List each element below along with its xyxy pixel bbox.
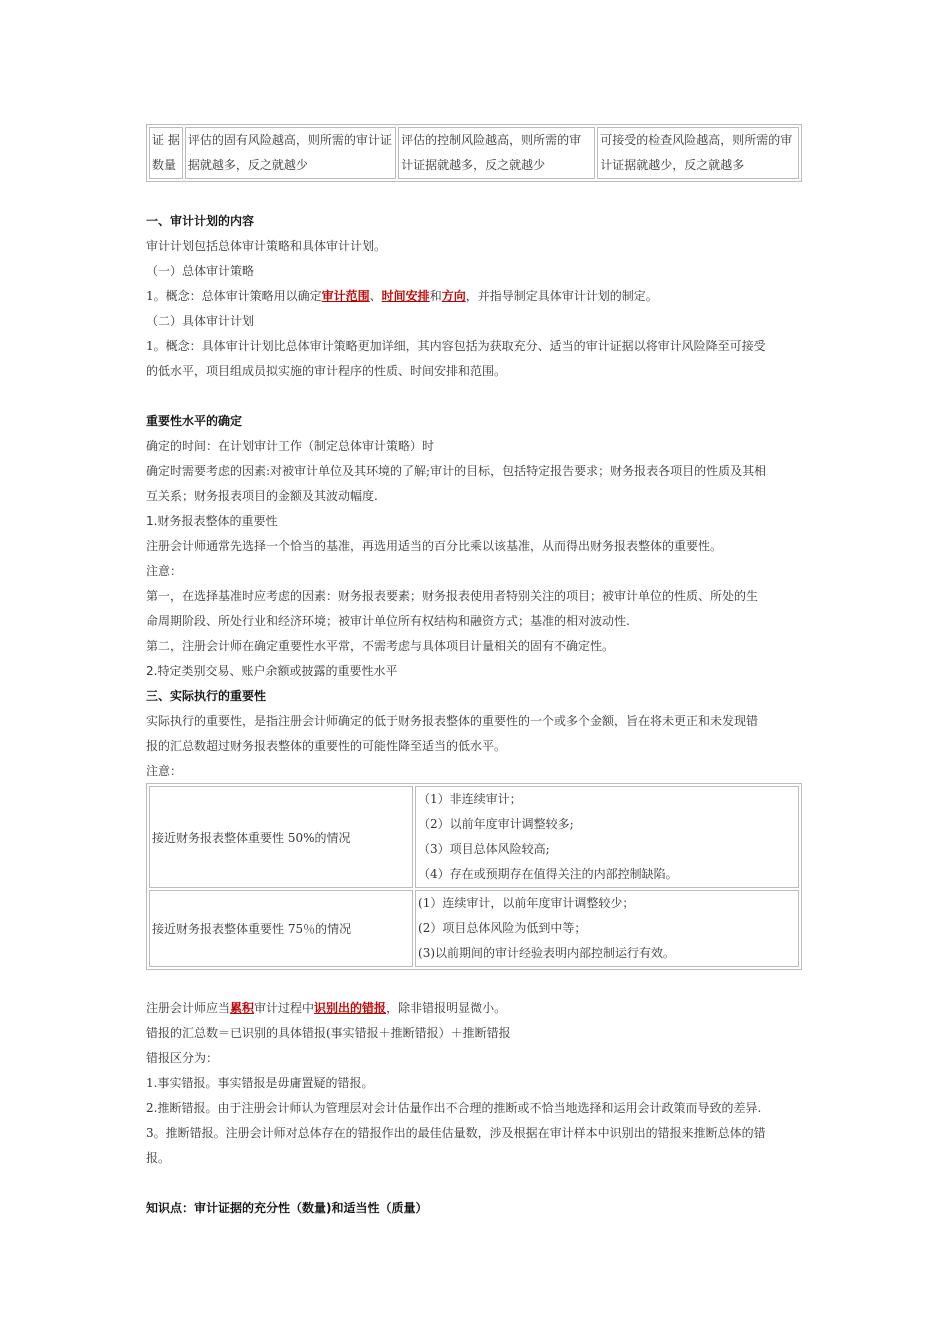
list-item: (3)以前期间的审计经验表明内部控制运行有效。 (418, 946, 676, 960)
paragraph: 确定的时间：在计划审计工作（制定总体审计策略）时 (146, 439, 435, 453)
text: 和 (429, 289, 442, 303)
highlight: 累积 (230, 1001, 255, 1015)
list-item: 1.事实错报。事实错报是毋庸置疑的错报。 (146, 1076, 374, 1090)
subheading: （一）总体审计策略 (146, 264, 255, 278)
cell-line: 评估的固有风险越高，则所需的审计证 (187, 133, 392, 147)
section-heading: 一、审计计划的内容 (146, 214, 255, 228)
table-row (149, 890, 799, 967)
table-cell (149, 890, 413, 967)
list-item: （2）以前年度审计调整较多; (418, 817, 574, 831)
paragraph (146, 289, 658, 303)
list-item: (2）项目总体风险为低到中等； (418, 921, 587, 935)
table-cell (398, 127, 595, 179)
row-label: 接近财务报表整体重要性 50%的情况 (152, 830, 351, 845)
table-cell (415, 890, 799, 967)
list-item: 2.推断错报。由于注册会计师认为管理层对会计估量作出不合理的推断或不恰当地选择和运用会计政策而导致的差异. (146, 1101, 762, 1115)
note-label: 注意： (146, 764, 183, 778)
section-heading: 三、实际执行的重要性 (146, 689, 267, 703)
cell-line: 计证据就越多，反之就越少 (401, 158, 546, 172)
list-item: （3）项目总体风险较高; (418, 842, 550, 856)
cell-line: 评估的控制风险越高，则所需的审 (401, 133, 582, 147)
list-item: 1.财务报表整体的重要性 (146, 514, 278, 528)
row-label: 接近财务报表整体重要性 75％的情况 (152, 922, 352, 936)
table-cell (149, 127, 183, 179)
list-item: 2.特定类别交易、账户余额或披露的重要性水平 (146, 664, 398, 678)
text: 注册会计师应当 (146, 1001, 231, 1015)
paragraph: 错报区分为： (146, 1051, 219, 1065)
list-item: 报。 (146, 1151, 171, 1165)
paragraph: 实际执行的重要性，是指注册会计师确定的低于财务报表整体的重要性的一个或多个金额，旨在将未更正和未发现错 (146, 714, 759, 728)
text: 审计过程中 (254, 1001, 315, 1015)
paragraph (146, 1001, 506, 1015)
knowledge-point-heading: 知识点：审计证据的充分性（数量)和适当性（质量） (146, 1201, 428, 1215)
list-item: 3。推断错报。注册会计师对总体存在的错报作出的最佳估量数，涉及根据在审计样本中识别出的错报来推断总体的错 (146, 1126, 766, 1140)
table-cell (415, 786, 799, 888)
performance-materiality-table (146, 783, 802, 970)
paragraph: 确定时需要考虑的因素:对被审计单位及其环境的了解;审计的目标，包括特定报告要求；财务报表各项目的性质及其相 (146, 464, 767, 478)
text: 1。概念：总体审计策略用以确定 (146, 289, 322, 303)
paragraph: 第二，注册会计师在确定重要性水平常，不需考虑与具体项目计量相关的固有不确定性。 (146, 639, 615, 653)
cell-line: 据就越多，反之就越少 (187, 158, 308, 172)
paragraph: 的低水平，项目组成员拟实施的审计程序的性质、时间安排和范围。 (146, 364, 507, 378)
evidence-quantity-table (146, 124, 802, 182)
paragraph: 注册会计师通常先选择一个恰当的基准，再选用适当的百分比乘以该基准，从而得出财务报表整体的重要性。 (146, 539, 723, 553)
text: ，并指导制定具体审计计划的制定。 (465, 289, 658, 303)
paragraph: 互关系；财务报表项目的金额及其波动幅度. (146, 489, 378, 503)
highlight: 识别出的错报 (314, 1001, 387, 1015)
paragraph: 命周期阶段、所处行业和经济环境；被审计单位所有权结构和融资方式；基准的相对波动性. (146, 614, 630, 628)
highlight: 审计范围 (321, 289, 370, 303)
list-item: (1）连续审计，以前年度审计调整较少； (418, 896, 635, 910)
paragraph: 报的汇总数超过财务报表整体的重要性的可能性降至适当的低水平。 (146, 739, 507, 753)
text: 、 (369, 289, 382, 303)
list-item: （1）非连续审计； (418, 792, 522, 806)
cell-line: 证 据 (152, 133, 180, 147)
table-row (149, 127, 799, 179)
cell-line: 可接受的检查风险越高，则所需的审 (600, 133, 793, 147)
cell-line: 数量 (152, 158, 177, 172)
table-cell (149, 786, 413, 888)
cell-line: 计证据就越少，反之就越多 (600, 158, 745, 172)
subheading: （二）具体审计计划 (146, 314, 255, 328)
text: ，除非错报明显微小。 (386, 1001, 507, 1015)
paragraph: 审计计划包括总体审计策略和具体审计计划。 (146, 239, 387, 253)
highlight: 时间安排 (381, 289, 430, 303)
table-row (149, 786, 799, 888)
highlight: 方向 (441, 289, 466, 303)
list-item: （4）存在或预期存在值得关注的内部控制缺陷。 (418, 867, 678, 881)
note-label: 注意： (146, 564, 183, 578)
table-cell (597, 127, 799, 179)
section-heading: 重要性水平的确定 (146, 414, 243, 428)
paragraph: 1。概念：具体审计计划比总体审计策略更加详细，其内容包括为获取充分、适当的审计证据以将审计风险降至可接受 (146, 339, 766, 353)
paragraph: 第一，在选择基准时应考虑的因素：财务报表要素；财务报表使用者特别关注的项目；被审计单位的性质、所处的生 (146, 589, 759, 603)
formula: 错报的汇总数＝已识别的具体错报(事实错报＋推断错报）＋推断错报 (146, 1026, 511, 1040)
table-cell (185, 127, 396, 179)
